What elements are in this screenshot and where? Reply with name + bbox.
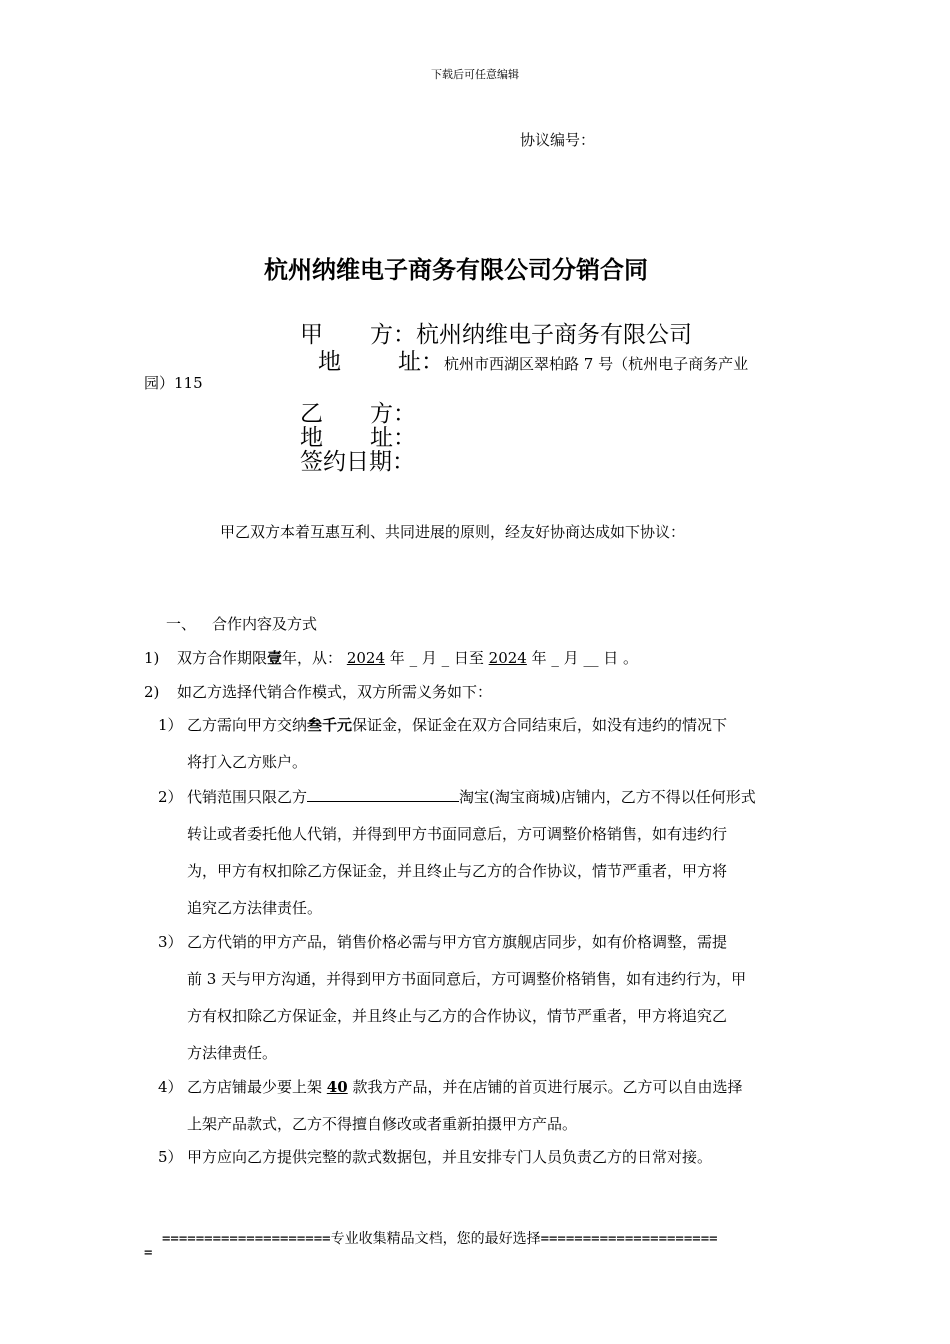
party-b-address-label-b: 址：	[370, 425, 416, 451]
sub-item-3-number: 3）	[158, 933, 183, 951]
party-a-label-a: 甲	[300, 322, 323, 348]
item-1-end-year: 2024	[488, 649, 527, 667]
party-b-address-label-a: 地	[300, 425, 323, 451]
item-1-start-year: 2024	[346, 649, 386, 667]
item-2-text: 如乙方选择代销合作模式，双方所需义务如下：	[177, 683, 493, 701]
sub-item-4	[158, 1076, 742, 1097]
sub-item-4-number: 4）	[158, 1078, 183, 1096]
section-1-number: 一、	[166, 615, 197, 633]
sub-item-2-number: 2）	[158, 788, 183, 806]
section-1-heading	[166, 613, 317, 634]
party-b-label-a: 乙	[300, 401, 323, 427]
item-1-start-rest: 年 _ 月 _ 日至	[389, 649, 484, 667]
item-1-end-rest: 年 _ 月	[531, 649, 579, 667]
document-title: 杭州纳维电子商务有限公司分销合同	[264, 256, 648, 284]
sub-item-2-line4: 追究乙方法律责任。	[187, 899, 323, 917]
section-1-title: 合作内容及方式	[212, 615, 318, 633]
party-a-address-label-a: 地	[318, 349, 341, 375]
party-a-label-b: 方：	[370, 322, 416, 348]
party-a-address-line	[318, 343, 748, 376]
item-1-text-mid: 年，从：	[282, 649, 343, 667]
party-a-name: 杭州纳维电子商务有限公司	[416, 322, 692, 348]
item-1-term: 壹	[267, 649, 283, 667]
sub-item-1-line2: 将打入乙方账户。	[187, 753, 308, 771]
sub-item-2-line3: 为，甲方有权扣除乙方保证金，并且终止与乙方的合作协议，情节严重者，甲方将	[187, 862, 728, 880]
page-header-note: 下载后可任意编辑	[431, 68, 519, 81]
sub-item-2-post: 淘宝(淘宝商城)店铺内，乙方不得以任何形式	[459, 788, 756, 806]
item-1-blank: __	[583, 649, 599, 667]
sub-item-4-post: 款我方产品，并在店铺的首页进行展示。乙方可以自由选择	[352, 1078, 743, 1096]
sub-item-3-line2: 前 3 天与甲方沟通，并得到甲方书面同意后，方可调整价格销售，如有违约行为，甲	[187, 970, 747, 988]
sub-item-5-text: 甲方应向乙方提供完整的款式数据包，并且安排专门人员负责乙方的日常对接。	[187, 1148, 713, 1166]
sub-item-1-amount: 叁千元	[307, 716, 353, 734]
party-a-address-line1: 杭州市西湖区翠柏路 7 号（杭州电子商务产业	[444, 355, 749, 373]
item-2-number: 2)	[144, 683, 160, 701]
sub-item-5-number: 5）	[158, 1148, 183, 1166]
party-a-address-label-b: 址：	[398, 349, 444, 375]
party-a-address-line2: 园）115	[144, 374, 203, 392]
footer-banner: ====================专业收集精品文档，您的最好选择=====================	[162, 1231, 718, 1247]
party-b-label-b: 方：	[370, 401, 416, 427]
sub-item-3-line1: 乙方代销的甲方产品，销售价格必需与甲方官方旗舰店同步，如有价格调整，需提	[187, 933, 728, 951]
item-1	[144, 647, 638, 668]
shop-name-blank	[307, 787, 459, 802]
sub-item-2-line2: 转让或者委托他人代销，并得到甲方书面同意后，方可调整价格销售，如有违约行	[187, 825, 728, 843]
intro-paragraph: 甲乙双方本着互惠互利、共同进展的原则，经友好协商达成如下协议：	[220, 523, 686, 541]
sub-item-2-pre: 代销范围只限乙方	[187, 788, 308, 806]
sub-item-4-line2: 上架产品款式，乙方不得擅自修改或者重新拍摄甲方产品。	[187, 1115, 578, 1133]
item-1-end: 日 。	[603, 649, 639, 667]
item-1-text-pre: 双方合作期限	[177, 649, 268, 667]
sub-item-2	[158, 786, 756, 807]
sub-item-3	[158, 931, 727, 952]
sub-item-1-post: 保证金，保证金在双方合同结束后，如没有违约的情况下	[352, 716, 728, 734]
sub-item-3-line4: 方法律责任。	[187, 1044, 278, 1062]
item-1-number: 1)	[144, 649, 160, 667]
item-2	[144, 681, 492, 702]
sub-item-4-count: 40	[326, 1078, 348, 1096]
sub-item-1-pre: 乙方需向甲方交纳	[187, 716, 308, 734]
agreement-number-label: 协议编号：	[520, 131, 596, 149]
signing-date-label: 签约日期：	[300, 449, 415, 475]
sub-item-3-line3: 方有权扣除乙方保证金，并且终止与乙方的合作协议，情节严重者，甲方将追究乙	[187, 1007, 728, 1025]
footer-banner-overflow: =	[144, 1245, 153, 1261]
sub-item-5	[158, 1146, 712, 1167]
sub-item-4-pre: 乙方店铺最少要上架	[187, 1078, 323, 1096]
sub-item-1	[158, 714, 727, 735]
sub-item-1-number: 1）	[158, 716, 183, 734]
